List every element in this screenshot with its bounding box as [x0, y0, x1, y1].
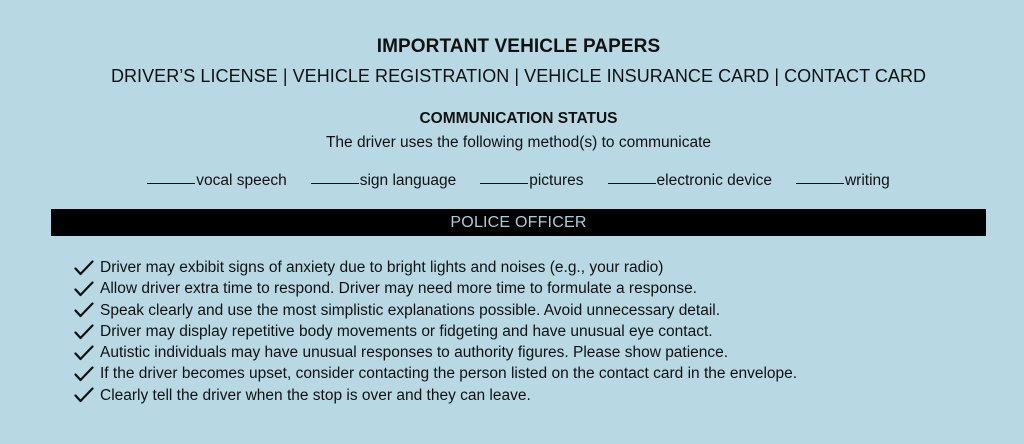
checkmark-icon — [74, 345, 94, 361]
checkmark-icon — [74, 324, 94, 340]
checkmark-icon — [74, 281, 94, 297]
checkmark-icon — [74, 387, 94, 403]
method-label: sign language — [359, 172, 457, 189]
method-writing[interactable] — [796, 172, 890, 190]
method-label: writing — [844, 172, 890, 189]
vehicle-papers-list: DRIVER’S LICENSE | VEHICLE REGISTRATION | VEHICLE INSURANCE CARD | CONTACT CARD — [110, 66, 927, 86]
method-pictures[interactable] — [480, 172, 583, 190]
checklist-item — [74, 363, 797, 384]
checklist-item-text: Allow driver extra time to respond. Driver may need more time to formulate a response. — [100, 280, 697, 298]
method-vocal-speech[interactable] — [147, 172, 286, 190]
officer-guidance-checklist — [74, 257, 797, 406]
police-officer-section-bar: POLICE OFFICER — [51, 209, 986, 236]
checkmark-icon — [74, 302, 94, 318]
fill-in-blank[interactable] — [147, 182, 195, 184]
fill-in-blank[interactable] — [796, 182, 844, 184]
checklist-item — [74, 321, 797, 342]
method-label: electronic device — [656, 172, 772, 189]
document-title: IMPORTANT VEHICLE PAPERS — [376, 36, 661, 57]
communication-methods — [0, 172, 1024, 190]
method-sign-language[interactable] — [311, 172, 457, 190]
fill-in-blank[interactable] — [608, 182, 656, 184]
checklist-item — [74, 278, 797, 299]
checklist-item-text: Clearly tell the driver when the stop is over and they can leave. — [100, 386, 531, 404]
checklist-item-text: Driver may display repetitive body movements or fidgeting and have unusual eye contact. — [100, 322, 713, 340]
checklist-item-text: If the driver becomes upset, consider contacting the person listed on the contact card in the envelope. — [100, 365, 798, 383]
method-label: pictures — [529, 172, 584, 189]
checklist-item — [74, 300, 797, 321]
checklist-item-text: Autistic individuals may have unusual responses to authority figures. Please show patience. — [100, 344, 729, 362]
checklist-item-text: Driver may exbibit signs of anxiety due to bright lights and noises (e.g., your radio) — [100, 259, 664, 276]
checkmark-icon — [74, 260, 94, 276]
method-label: vocal speech — [196, 172, 287, 189]
method-electronic-device[interactable] — [608, 172, 772, 190]
checklist-item — [74, 385, 797, 406]
checklist-item-text: Speak clearly and use the most simplistic explanations possible. Avoid unnecessary detail. — [100, 301, 721, 319]
fill-in-blank[interactable] — [311, 182, 359, 184]
checkmark-icon — [74, 366, 94, 382]
communication-status-heading: COMMUNICATION STATUS — [419, 110, 618, 127]
checklist-item — [74, 257, 797, 278]
communication-status-subtitle: The driver uses the following method(s) to communicate — [325, 134, 712, 151]
fill-in-blank[interactable] — [480, 182, 528, 184]
checklist-item — [74, 342, 797, 363]
